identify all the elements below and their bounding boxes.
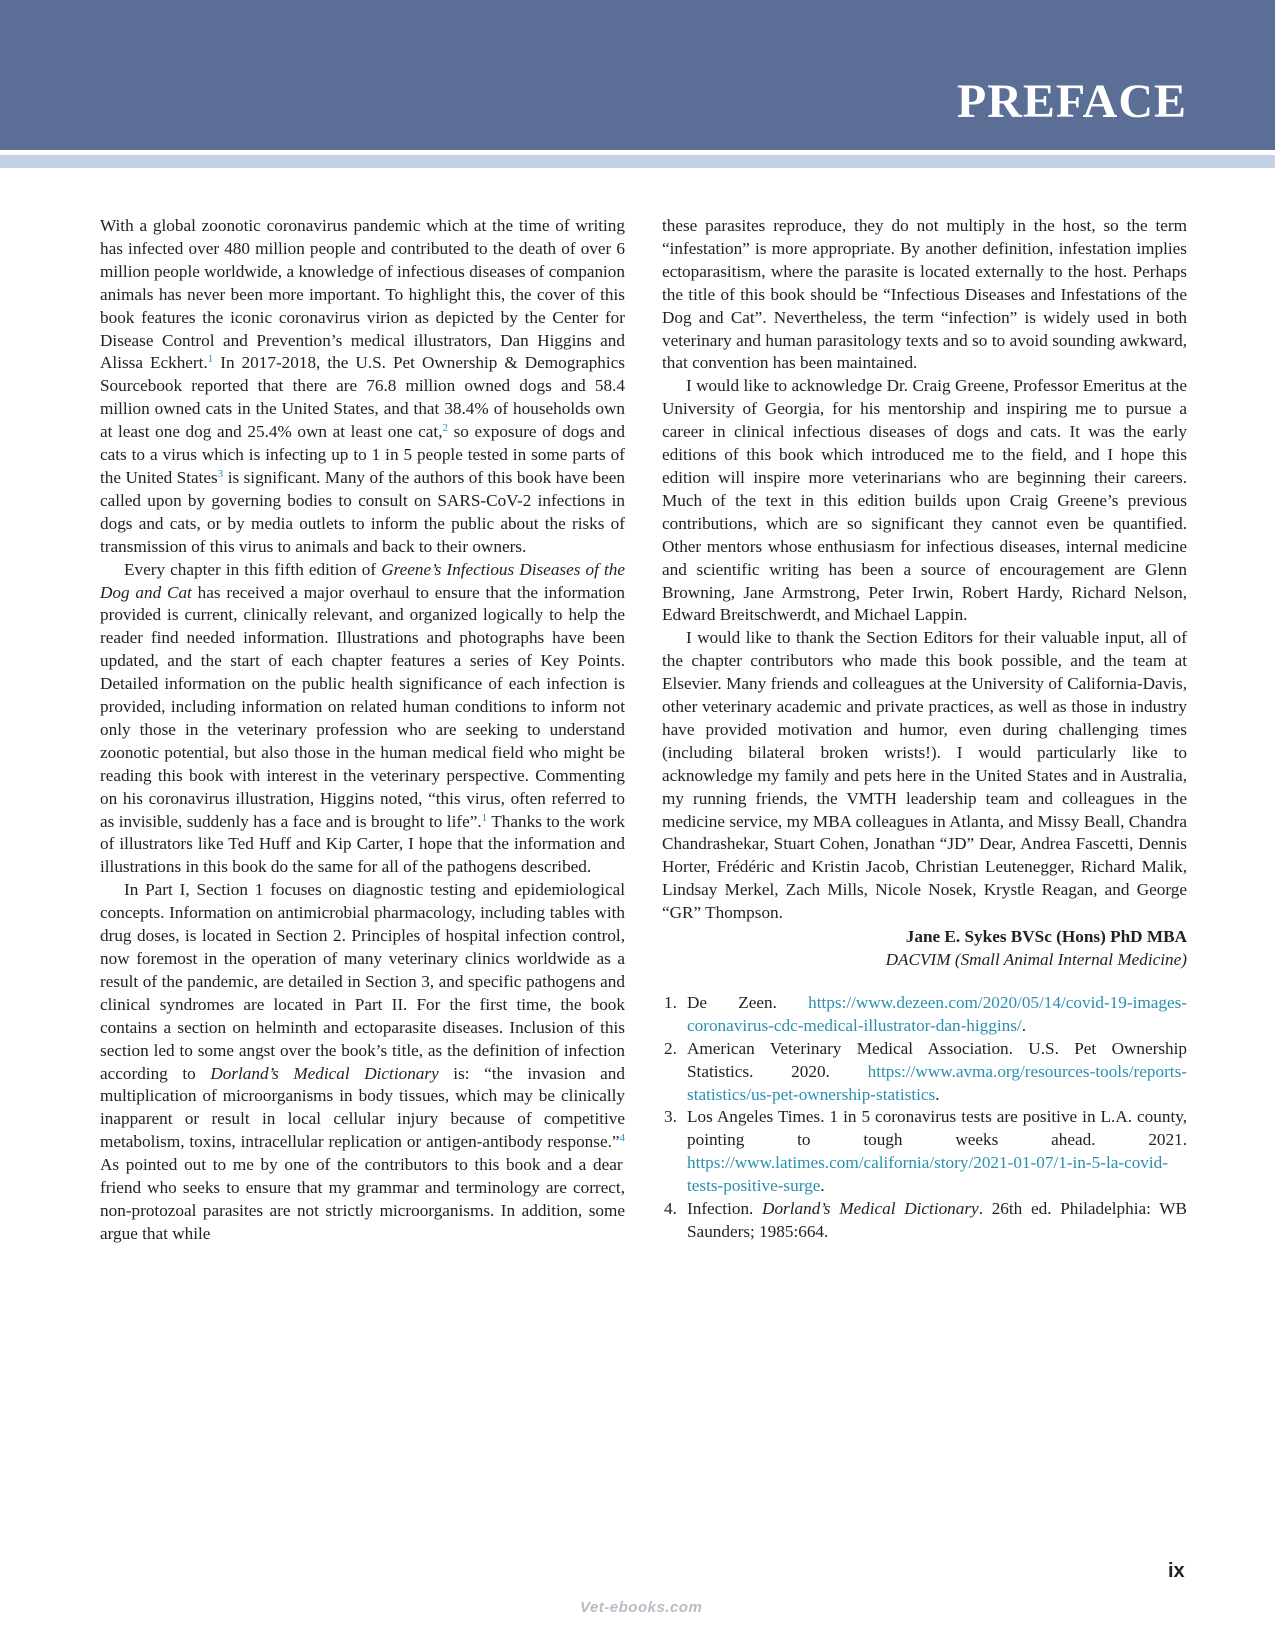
- reference-link-1[interactable]: https://www.dezeen.com/2020/05/14/covid-19-images-coronavirus-cdc-medical-illustrator-dan-higgins/: [687, 992, 1187, 1035]
- page-number: ix: [1168, 1560, 1185, 1582]
- author-credentials: DACVIM (Small Animal Internal Medicine): [885, 950, 1187, 969]
- paragraph-1: With a global zoonotic coronavirus pandemic which at the time of writing has infected over 480 million people and contributed to the death of over 6 million people worldwide, a knowledge of infectious diseases of companion animals has never been more important. To highlight this, the cover of this book features the iconic coronavirus virion as depicted by the Center for Disease Control and Prevention’s medical illustrators, Dan Higgins and Alissa Eckhert.$^1$ In 2017-2018, the U.S. Pet Ownership & Demographics Sourcebook reported that there are 76.8 million owned dogs and 58.4 million owned cats in the United States, and that 38.4% of households own at least one dog and 25.4% own at least one cat,$^2$ so exposure of dogs and cats to a virus which is infecting up to 1 in 5 people tested in some parts of the United States$^3$ is significant. Many of the authors of this book have been called upon by governing bodies to consult on SARS-CoV-2 infections in dogs and cats, or by media outlets to inform the public about the risks of transmission of this virus to animals and back to their owners.: [100, 216, 625, 556]
- signature: [662, 926, 1187, 972]
- reference-item-1: 1. De Zeen. https://www.dezeen.com/2020/05/14/covid-19-images-coronavirus-cdc-medical-illustrator-dan-higgins/.: [664, 992, 1187, 1035]
- paragraph-6: I would like to thank the Section Editors for their valuable input, all of the chapter contributors who made this book possible, and the team at Elsevier. Many friends and colleagues at the University of California-Davis, other veterinary academic and private practices, as well as those in industry have provided motivation and humor, even during challenging times (including bilateral broken wrists!). I would particularly like to acknowledge my family and pets here in the United States and in Australia, my running friends, the VMTH leadership team and colleagues in the medicine service, my MBA colleagues in Atlanta, and Missy Beall, Chandra Chandrashekar, Stuart Cohen, Jonathan “JD” Dear, Andrea Fascetti, Dennis Horter, Frédéric and Kristin Jacob, Christian Leutenegger, Richard Malik, Lindsay Merkel, Zach Mills, Nicole Nosek, Krystle Reagan, and George “GR” Thompson.: [662, 628, 1187, 923]
- reference-link-3[interactable]: https://www.latimes.com/california/story/2021-01-07/1-in-5-la-covid-tests-positive-surge: [687, 1153, 1168, 1196]
- reference-link-2[interactable]: https://www.avma.org/resources-tools/reports-statistics/us-pet-ownership-statistics: [687, 1061, 1187, 1104]
- footnote-ref-1b[interactable]: 1: [481, 811, 488, 824]
- header-stripe: [0, 155, 1275, 168]
- paragraph-4: these parasites reproduce, they do not multiply in the host, so the term “infestation” is more appropriate. By another definition, infestation implies ectoparasitism, where the parasite is located externally to the host. Perhaps the title of this book should be “Infectious Diseases and Infestations of the Dog and Cat”. Nevertheless, the term “infection” is widely used in both veterinary and human parasitology texts and so to avoid sounding awkward, that convention has been maintained.: [662, 216, 1187, 373]
- right-column: [662, 215, 1187, 1244]
- page-title: PREFACE: [956, 75, 1187, 128]
- reference-item-3: 3. Los Angeles Times. 1 in 5 coronavirus tests are positive in L.A. county, pointing to tough weeks ahead. 2021. https://www.latimes.com/california/story/2021-01-07/1-in-5-la-covid-tests-positive-surge.: [664, 1107, 1187, 1196]
- footnote-ref-3[interactable]: 3: [217, 467, 224, 480]
- reference-item-4: 4. Infection. Dorland’s Medical Dictionary. 26th ed. Philadelphia: WB Saunders; 1985:664.: [664, 1199, 1187, 1241]
- reference-item-2: 2. American Veterinary Medical Association. U.S. Pet Ownership Statistics. 2020. https://www.avma.org/resources-tools/reports-statistics/us-pet-ownership-statistics.: [664, 1038, 1187, 1104]
- reference-4-title: Dorland’s Medical Dictionary: [762, 1199, 979, 1219]
- paragraph-3: In Part I, Section 1 focuses on diagnostic testing and epidemiological concepts. Information on antimicrobial pharmacology, including tables with drug doses, is located in Section 2. Principles of hospital infection control, now foremost in the operation of many veterinary clinics worldwide as a result of the pandemic, are detailed in Section 3, and specific pathogens and clinical syndromes are located in Part II. For the first time, the book contains a section on helminth and ectoparasite diseases. Inclusion of this section led to some angst over the book’s title, as the definition of infection according to Dorland’s Medical Dictionary is: “the invasion and multiplication of microorganisms in body tissues, which may be clinically inapparent or result in local cellular injury because of competitive metabolism, toxins, intracellular replication or antigen-antibody response.”$^4$ As pointed out to me by one of the contributors to this book and a dear friend who seeks to ensure that my grammar and terminology are correct, non-protozoal parasites are not strictly microorganisms. In addition, some argue that while: [100, 880, 625, 1243]
- left-column: [100, 215, 625, 1246]
- footnote-ref-1[interactable]: 1: [207, 353, 214, 366]
- author-name: Jane E. Sykes BVSc (Hons) PhD MBA: [905, 927, 1187, 947]
- paragraph-5: I would like to acknowledge Dr. Craig Greene, Professor Emeritus at the University of Georgia, for his mentorship and inspiring me to pursue a career in clinical infectious diseases of dogs and cats. It was the early editions of this book which introduced me to the field, and I hope this edition will inspire more veterinarians who are beginning their careers. Much of the text in this edition builds upon Craig Greene’s previous contributions, which are so significant they cannot even be quantified. Other mentors whose enthusiasm for infectious diseases, internal medicine and scientific writing has been a source of encouragement are Glenn Browning, Jane Armstrong, Peter Irwin, Robert Hardy, Richard Nelson, Edward Breitschwerdt, and Michael Lappin.: [662, 376, 1187, 625]
- footnote-ref-2[interactable]: 2: [442, 422, 448, 435]
- paragraph-2: Every chapter in this fifth edition of Greene’s Infectious Diseases of the Dog and Cat has received a major overhaul to ensure that the information provided is current, clinically relevant, and organized logically to help the reader find needed information. Illustrations and photographs have been updated, and the start of each chapter features a series of Key Points. Detailed information on the public health significance of each infection is provided, including information on related human conditions to inform not only those in the veterinary profession who are seeking to understand zoonotic potential, but also those in the human medical field who might be reading this book with interest in the veterinary perspective. Commenting on his coronavirus illustration, Higgins noted, “this virus, often referred to as invisible, suddenly has a face and is brought to life”.$^1$ Thanks to the work of illustrators like Ted Huff and Kip Carter, I hope that the information and illustrations in this book do the same for all of the pathogens described.: [100, 559, 625, 877]
- footnote-ref-4[interactable]: 4: [619, 1132, 625, 1145]
- book-title: Greene’s Infectious Diseases of the Dog and Cat: [100, 559, 625, 602]
- watermark: Vet-ebooks.com: [580, 1599, 703, 1616]
- dictionary-title: Dorland’s Medical Dictionary: [210, 1063, 439, 1083]
- reference-list: [662, 992, 1187, 1244]
